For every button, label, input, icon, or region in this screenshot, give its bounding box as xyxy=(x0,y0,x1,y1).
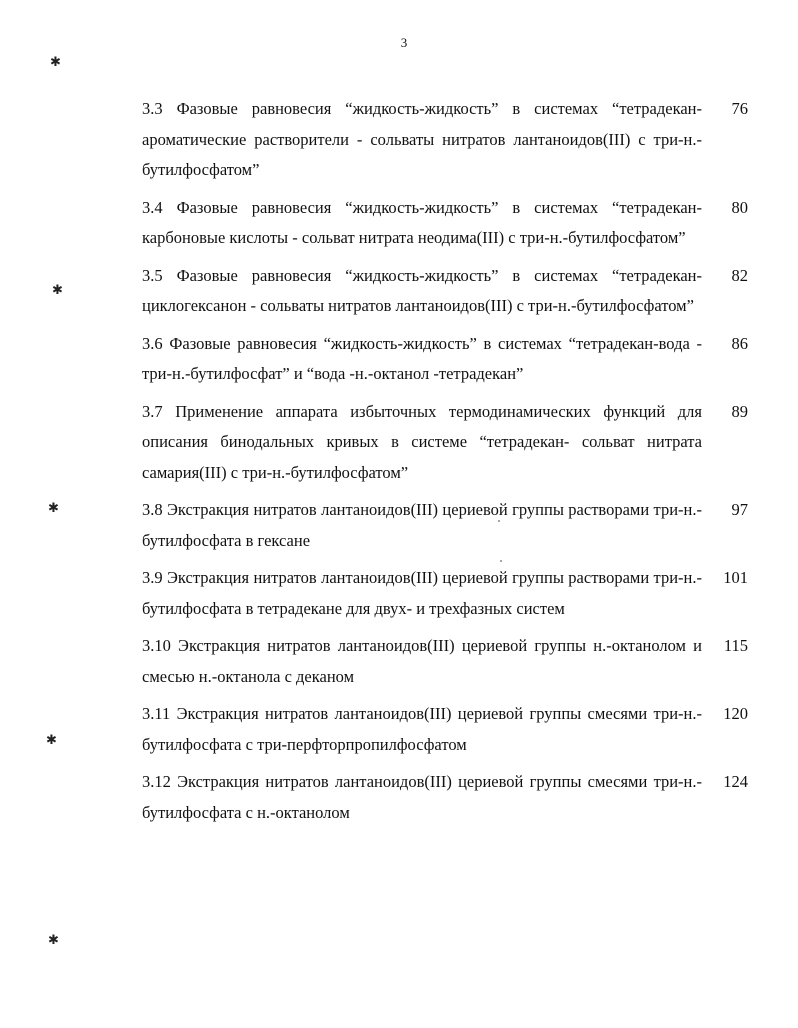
toc-entry-title: 3.10 Экстракция нитратов лантаноидов(III) цериевой группы н.-октанолом и смесью н.-октанола с деканом xyxy=(142,636,702,686)
toc-entry-page: 97 xyxy=(731,500,748,519)
binding-mark-icon: ✱ xyxy=(48,501,59,516)
toc-entry-title: 3.4 Фазовые равновесия “жидкость-жидкость” в системах “тетрадекан-карбоновые кислоты - сольват нитрата неодима(III) с три-н.-бутилфосфатом” xyxy=(142,197,702,247)
toc-entry-page: 82 xyxy=(731,265,748,285)
toc-entry-3-5 xyxy=(142,261,748,322)
toc-entry-title: 3.11 Экстракция нитратов лантаноидов(III) цериевой группы смесями три-н.-бутилфосфата с три-перфторпропилфосфатом xyxy=(142,704,702,754)
toc-entry-3-4 xyxy=(142,193,748,254)
toc-entry-title: 3.8 Экстракция нитратов лантаноидов(III) цериевой группы растворами три-н.-бутилфосфата в гексане xyxy=(142,500,702,550)
toc-entry-title: 3.12 Экстракция нитратов лантаноидов(III) цериевой группы смесями три-н.-бутилфосфата с н.-октанолом xyxy=(142,772,702,822)
toc-entry-3-7 xyxy=(142,397,748,489)
toc-entry-3-6 xyxy=(142,329,748,390)
binding-mark-icon: ✱ xyxy=(48,933,59,948)
toc-entry-page: 101 xyxy=(723,568,748,587)
toc-entry-page: 120 xyxy=(723,704,748,723)
toc-entry-title: 3.6 Фазовые равновесия “жидкость-жидкость” в системах “тетрадекан-вода - три-н.-бутилфосфат” и “вода -н.-октанол -тетрадекан” xyxy=(142,333,702,383)
toc-entry-title: 3.9 Экстракция нитратов лантаноидов(III) цериевой группы растворами три-н.-бутилфосфата в тетрадекане для двух- и трехфазных систем xyxy=(142,568,702,618)
toc-entry-page: 124 xyxy=(723,772,748,791)
toc-entry-page: 89 xyxy=(731,401,748,421)
binding-mark-icon: ✱ xyxy=(46,733,57,748)
toc-entry-page: 86 xyxy=(731,333,748,353)
toc-entry-page: 115 xyxy=(723,636,748,655)
toc-entry-3-9 xyxy=(142,563,748,624)
toc-entry-title: 3.5 Фазовые равновесия “жидкость-жидкость” в системах “тетрадекан-циклогексанон - сольваты нитратов лантаноидов(III) с три-н.-бутилфосфатом” xyxy=(142,265,702,315)
toc-entry-3-11 xyxy=(142,699,748,760)
toc-entry-page: 80 xyxy=(731,197,748,217)
binding-mark-icon: ✱ xyxy=(52,283,63,298)
table-of-contents xyxy=(142,94,748,835)
toc-entry-3-3 xyxy=(142,94,748,186)
toc-entry-title: 3.3 Фазовые равновесия “жидкость-жидкость” в системах “тетрадекан-ароматические растворители - сольваты нитратов лантаноидов(III) с три-н.-бутилфосфатом” xyxy=(142,99,702,179)
toc-entry-3-12 xyxy=(142,767,748,828)
page-number: 3 xyxy=(400,35,408,50)
toc-entry-title: 3.7 Применение аппарата избыточных термодинамических функций для описания бинодальных кривых в системе “тетрадекан- сольват нитрата самария(III) с три-н.-бутилфосфатом” xyxy=(142,401,702,482)
toc-entry-3-8 xyxy=(142,495,748,556)
toc-entry-3-10 xyxy=(142,631,748,692)
toc-entry-page: 76 xyxy=(731,99,748,118)
binding-mark-icon: ✱ xyxy=(50,55,61,70)
